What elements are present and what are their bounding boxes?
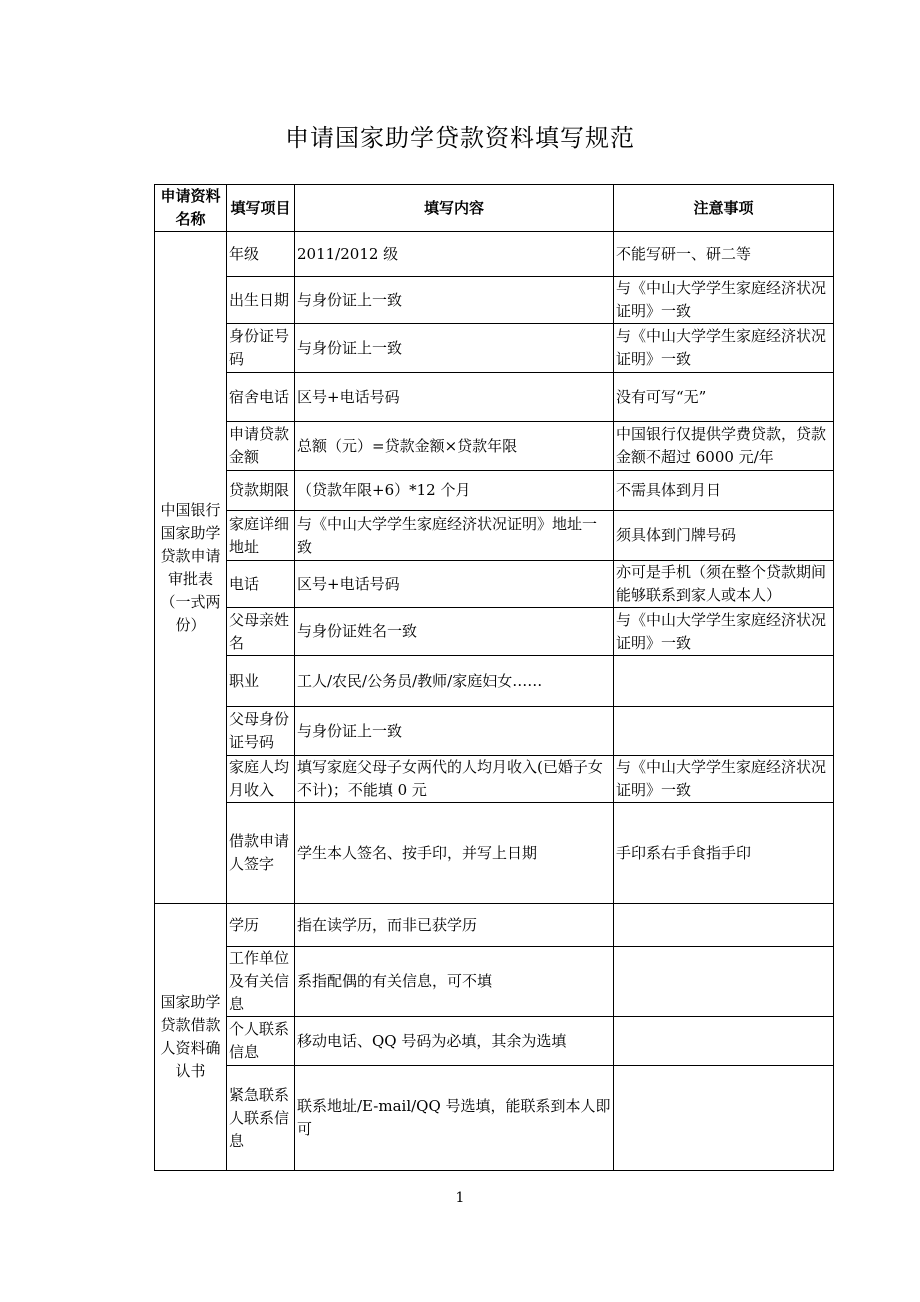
note-cell: 手印系右手食指手印 [614,803,834,904]
item-cell: 年级 [227,232,295,277]
table-row [155,561,834,608]
note-cell: 亦可是手机（须在整个贷款期间能够联系到家人或本人） [614,561,834,608]
note-cell: 与《中山大学学生家庭经济状况证明》一致 [614,756,834,803]
table-row [155,904,834,947]
note-cell: 须具体到门牌号码 [614,511,834,561]
table-row [155,803,834,904]
content-cell: 联系地址/E-mail/QQ 号选填，能联系到本人即可 [295,1066,614,1171]
content-cell: 区号+电话号码 [295,561,614,608]
table-row [155,232,834,277]
content-cell: （贷款年限+6）*12 个月 [295,471,614,511]
note-cell: 不能写研一、研二等 [614,232,834,277]
content-cell: 与身份证上一致 [295,324,614,373]
spec-table [154,184,834,1171]
table-row [155,1017,834,1066]
table-row [155,324,834,373]
note-cell [614,656,834,707]
header-content: 填写内容 [295,185,614,232]
table-row [155,277,834,324]
item-cell: 家庭人均月收入 [227,756,295,803]
content-cell: 移动电话、QQ 号码为必填，其余为选填 [295,1017,614,1066]
item-cell: 电话 [227,561,295,608]
section-name: 中国银行国家助学贷款申请审批表（一式两份） [155,232,227,904]
item-cell: 家庭详细地址 [227,511,295,561]
note-cell [614,707,834,756]
table-row [155,422,834,471]
header-item: 填写项目 [227,185,295,232]
content-cell: 与身份证上一致 [295,277,614,324]
table-row [155,608,834,656]
content-cell: 与身份证上一致 [295,707,614,756]
table-row [155,656,834,707]
content-cell: 区号+电话号码 [295,373,614,422]
content-cell: 工人/农民/公务员/教师/家庭妇女…… [295,656,614,707]
item-cell: 个人联系信息 [227,1017,295,1066]
note-cell: 与《中山大学学生家庭经济状况证明》一致 [614,277,834,324]
item-cell: 父母亲姓名 [227,608,295,656]
table-row [155,947,834,1017]
note-cell: 与《中山大学学生家庭经济状况证明》一致 [614,608,834,656]
item-cell: 贷款期限 [227,471,295,511]
header-doc-name: 申请资料名称 [155,185,227,232]
note-cell: 中国银行仅提供学费贷款，贷款金额不超过 6000 元/年 [614,422,834,471]
content-cell: 2011/2012 级 [295,232,614,277]
note-cell: 没有可写“无” [614,373,834,422]
note-cell: 不需具体到月日 [614,471,834,511]
note-cell [614,947,834,1017]
note-cell [614,1017,834,1066]
table-header-row [155,185,834,232]
item-cell: 出生日期 [227,277,295,324]
note-cell: 与《中山大学学生家庭经济状况证明》一致 [614,324,834,373]
item-cell: 借款申请人签字 [227,803,295,904]
item-cell: 父母身份证号码 [227,707,295,756]
content-cell: 填写家庭父母子女两代的人均月收入(已婚子女不计)；不能填 0 元 [295,756,614,803]
table-row [155,756,834,803]
section-name: 国家助学贷款借款人资料确认书 [155,904,227,1171]
content-cell: 学生本人签名、按手印，并写上日期 [295,803,614,904]
item-cell: 身份证号码 [227,324,295,373]
table-row [155,511,834,561]
header-note: 注意事项 [614,185,834,232]
item-cell: 工作单位及有关信息 [227,947,295,1017]
content-cell: 指在读学历，而非已获学历 [295,904,614,947]
content-cell: 与《中山大学学生家庭经济状况证明》地址一致 [295,511,614,561]
item-cell: 申请贷款金额 [227,422,295,471]
content-cell: 总额（元）=贷款金额×贷款年限 [295,422,614,471]
item-cell: 紧急联系人联系信息 [227,1066,295,1171]
table-row [155,1066,834,1171]
page-number: 1 [455,1190,465,1206]
content-cell: 与身份证姓名一致 [295,608,614,656]
table-row [155,707,834,756]
item-cell: 宿舍电话 [227,373,295,422]
table-row [155,471,834,511]
content-cell: 系指配偶的有关信息，可不填 [295,947,614,1017]
note-cell [614,904,834,947]
item-cell: 职业 [227,656,295,707]
page-title: 申请国家助学贷款资料填写规范 [285,124,635,152]
note-cell [614,1066,834,1171]
item-cell: 学历 [227,904,295,947]
table-row [155,373,834,422]
